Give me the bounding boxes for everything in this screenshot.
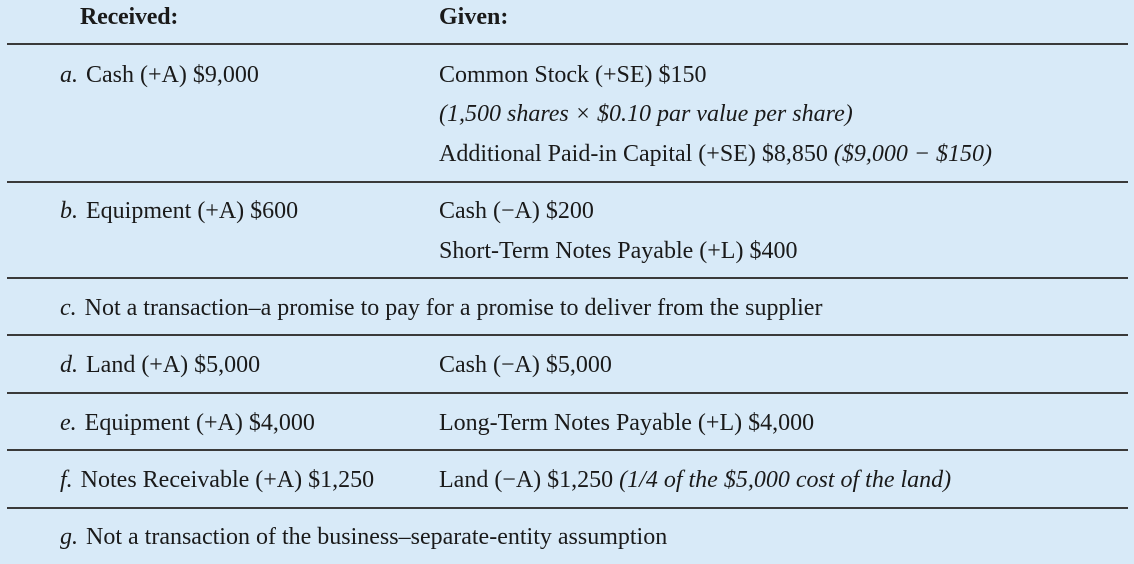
row-e-received xyxy=(60,410,315,437)
row-a-received-text: Cash (+A) $9,000 xyxy=(86,62,259,88)
row-a-given-3-note: ($9,000 − $150) xyxy=(833,141,993,167)
row-divider-f xyxy=(7,507,1128,509)
row-divider-c xyxy=(7,334,1128,336)
row-a-given-line-2: (1,500 shares × $0.10 par value per share) xyxy=(439,101,853,127)
row-c-body: Not a transaction–a promise to pay for a promise to deliver from the supplier xyxy=(84,295,823,321)
row-g-body: Not a transaction of the business–separate-entity assumption xyxy=(86,524,668,550)
row-g-text xyxy=(60,524,667,551)
header-divider xyxy=(7,43,1128,45)
row-d-received-text: Land (+A) $5,000 xyxy=(86,352,261,378)
row-c-text xyxy=(60,295,822,322)
row-b-letter: b. xyxy=(60,198,78,224)
row-g-letter: g. xyxy=(60,524,78,550)
row-f-given-1-note: (1/4 of the $5,000 cost of the land) xyxy=(619,467,952,493)
row-e-letter: e. xyxy=(60,410,77,436)
row-b-received-text: Equipment (+A) $600 xyxy=(86,198,299,224)
table-header xyxy=(0,0,1134,44)
row-f-received xyxy=(60,467,374,494)
given-column-header: Given: xyxy=(439,4,509,30)
row-divider-d xyxy=(7,392,1128,394)
row-f-received-text: Notes Receivable (+A) $1,250 xyxy=(80,467,375,493)
row-f-letter: f. xyxy=(60,467,73,493)
row-b-received xyxy=(60,198,298,225)
row-c-letter: c. xyxy=(60,295,77,321)
row-f-given-1-text: Land (−A) $1,250 xyxy=(439,467,614,493)
row-d-letter: d. xyxy=(60,352,78,378)
row-divider-e xyxy=(7,449,1128,451)
row-divider-b xyxy=(7,277,1128,279)
row-divider-a xyxy=(7,181,1128,183)
row-a-given-3-text: Additional Paid-in Capital (+SE) $8,850 xyxy=(439,141,828,167)
received-column-header: Received: xyxy=(80,4,179,30)
row-a-given-line-3 xyxy=(439,141,992,168)
row-b-given-line-2: Short-Term Notes Payable (+L) $400 xyxy=(439,238,798,264)
row-d-given-line-1: Cash (−A) $5,000 xyxy=(439,352,612,378)
row-e-received-text: Equipment (+A) $4,000 xyxy=(84,410,315,436)
row-d-received xyxy=(60,352,260,379)
row-a-received xyxy=(60,62,259,89)
row-a-letter: a. xyxy=(60,62,78,88)
row-e-given-line-1: Long-Term Notes Payable (+L) $4,000 xyxy=(439,410,815,436)
row-f-given-line-1 xyxy=(439,467,951,494)
row-a-given-line-1: Common Stock (+SE) $150 xyxy=(439,62,707,88)
row-b-given-line-1: Cash (−A) $200 xyxy=(439,198,594,224)
